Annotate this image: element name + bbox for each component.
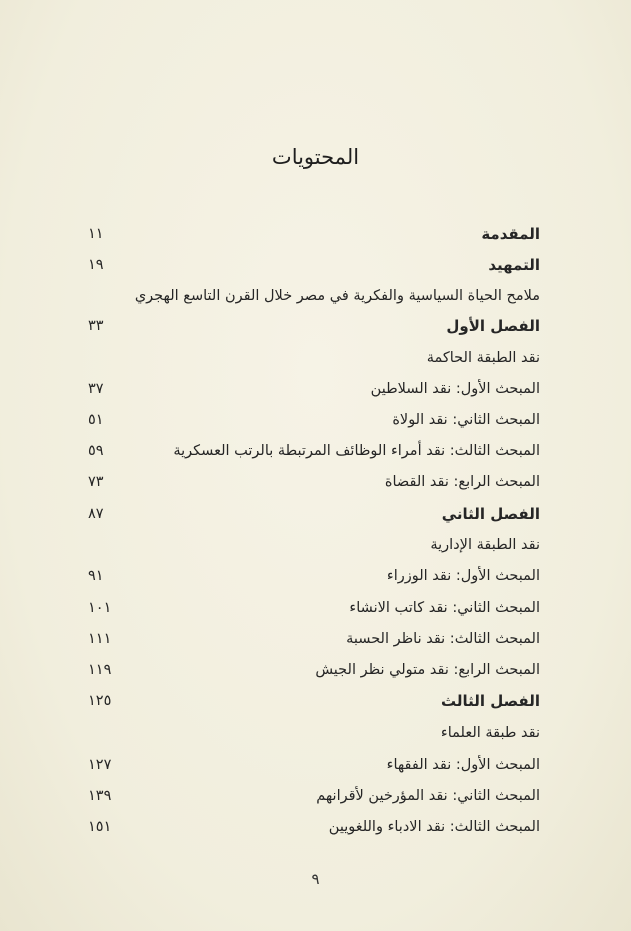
toc-entry-page-number: ١٣٩ [88,788,112,804]
toc-entry-page-number: ٥٩ [88,443,104,459]
page-title: المحتويات [271,145,360,169]
toc-entry-label: المبحث الثاني: نقد الولاة [392,412,540,428]
toc-entry [88,222,540,246]
toc-entry-label: الفصل الأول [446,317,540,335]
toc-entry [88,502,540,526]
toc-entry-page-number: ١٢٧ [88,757,112,773]
toc-entry [88,314,540,338]
toc-entry [88,596,540,620]
toc-entry-label: المبحث الأول: نقد الفقهاء [386,757,540,773]
toc-entry-label: الفصل الثالث [440,692,540,710]
toc-entry-label: المبحث الثالث: نقد الادباء واللغويين [328,819,540,835]
toc-entry [88,284,540,308]
toc-entry [88,721,540,745]
toc-entry-label: المبحث الرابع: نقد القضاة [384,474,540,490]
toc-entry-page-number: ١٢٥ [88,693,112,709]
toc-entry [88,439,540,463]
page-number: ٩ [311,870,320,888]
toc-entry-label: المبحث الثاني: نقد المؤرخين لأقرانهم [316,788,540,804]
toc-entry [88,564,540,588]
toc-entry-label: نقد الطبقة الإدارية [430,537,540,553]
toc-entry-label: نقد طبقة العلماء [440,725,540,741]
toc-entry [88,346,540,370]
toc-entry-page-number: ١١ [88,226,104,242]
toc-entry-page-number: ١١١ [88,631,112,647]
toc-entry [88,470,540,494]
toc-entry-page-number: ٥١ [88,412,104,428]
toc-entry-page-number: ١٠١ [88,600,112,616]
toc-entry-page-number: ٣٣ [88,318,104,334]
toc-entry [88,689,540,713]
toc-entry-label: المبحث الثالث: نقد أمراء الوظائف المرتبطة بالرتب العسكرية [173,443,540,459]
toc-entry [88,253,540,277]
toc-entry-page-number: ٨٧ [88,506,104,522]
toc-entry [88,408,540,432]
toc-entry [88,377,540,401]
toc-entry-label: المبحث الثالث: نقد ناظر الحسبة [346,631,540,647]
toc-entry-label: ملامح الحياة السياسية والفكرية في مصر خلال القرن التاسع الهجري [134,288,540,304]
toc-entry [88,627,540,651]
toc-entry-label: المقدمة [481,225,540,243]
toc-entry-page-number: ١٥١ [88,819,112,835]
toc-entry-page-number: ٧٣ [88,474,104,490]
toc-entry [88,753,540,777]
toc-entry-label: الفصل الثاني [441,505,540,523]
toc-entry-label: المبحث الأول: نقد السلاطين [370,381,540,397]
toc-entry-label: المبحث الرابع: نقد متولي نظر الجيش [315,662,540,678]
toc-entry-page-number: ٩١ [88,568,104,584]
toc-entry-label: التمهيد [488,256,540,274]
toc-entry-label: المبحث الأول: نقد الوزراء [386,568,540,584]
toc-entry-page-number: ١٩ [88,257,104,273]
toc-entry-page-number: ١١٩ [88,662,112,678]
toc-entry [88,784,540,808]
toc-entry [88,815,540,839]
toc-entry-label: نقد الطبقة الحاكمة [426,350,540,366]
toc-entry [88,533,540,557]
toc-entry [88,658,540,682]
toc-entry-label: المبحث الثاني: نقد كاتب الانشاء [349,600,540,616]
toc-entry-page-number: ٣٧ [88,381,104,397]
